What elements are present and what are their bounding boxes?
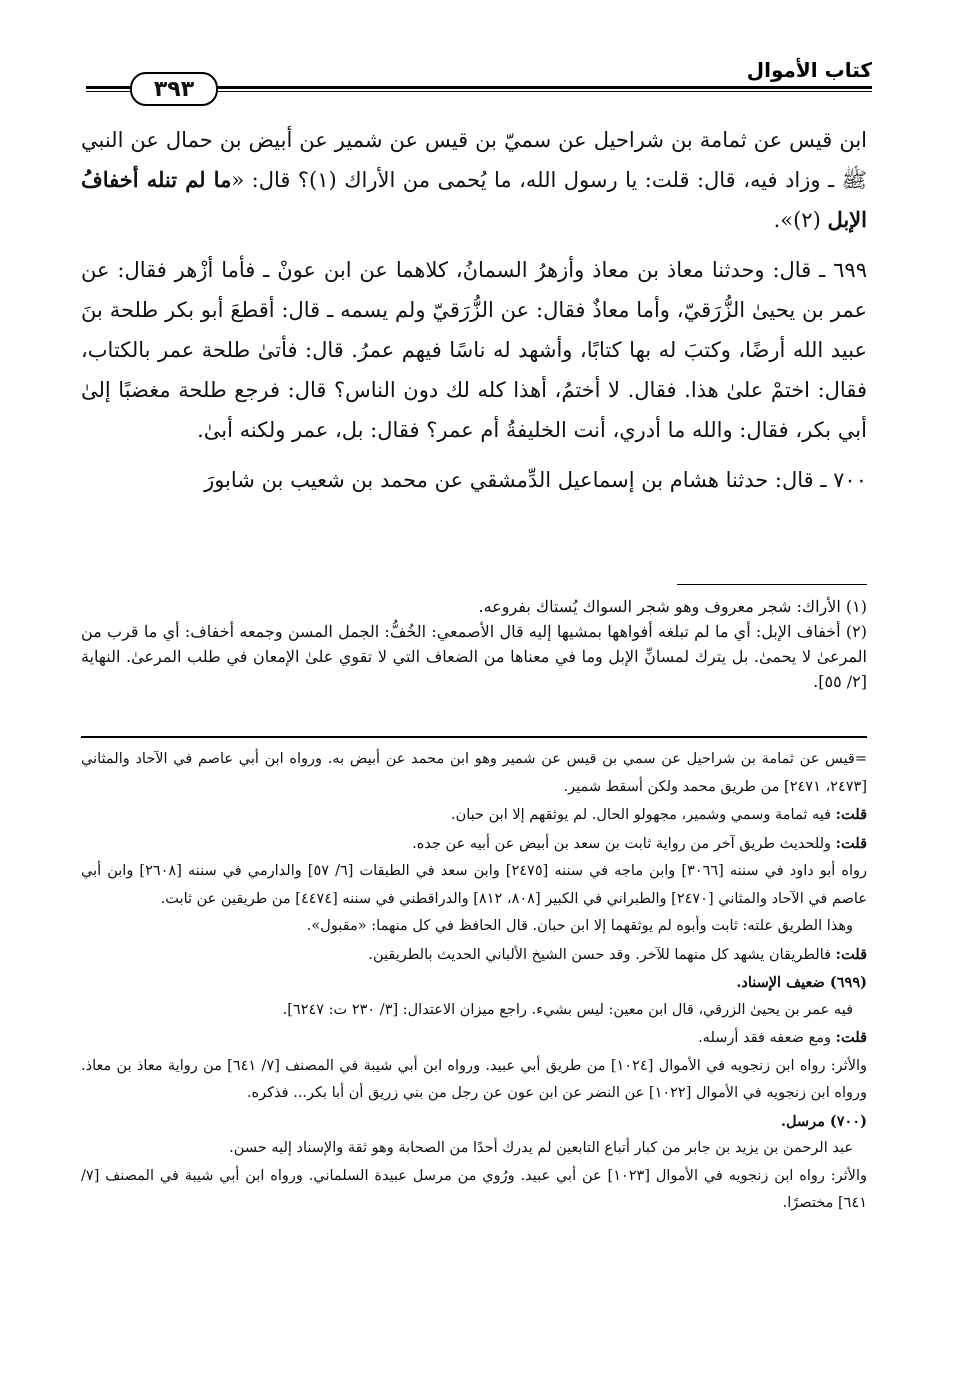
- paragraph-continuation: [81, 120, 867, 240]
- commentary-line: رواه أبو داود في سننه [٣٠٦٦] وابن ماجه في سننه [٢٤٧٥] وابن سعد في الطبقات [٦/ ٥٧] والدارمي في سننه [٢٦٠٨] وابن أبي عاصم في الآحاد والمثاني [٢٤٧٠] والطبراني في الكبير [٨٠٨، ٨١٢] والدراقطني في سننه [٤٤٧٤] من طريقين عن ثابت.: [81, 863, 868, 907]
- quoted-hadith: ما لم تنله أخفافُ الإبل: [81, 167, 867, 232]
- commentary-line: =قيس عن ثمامة بن شراحيل عن سمي بن قيس عن شمير وهو ابن محمد عن أبيض به. ورواه ابن أبي عاصم في الآحاد والمثاني [٢٤٧٣، ٢٤٧١] من طريق محمد ولكن أسقط شمير.: [81, 751, 867, 795]
- note-label: قلت:: [835, 834, 867, 852]
- commentary-line: فيه عمر بن يحيىٰ الزرقي، قال ابن معين: ليس بشيء. راجع ميزان الاعتدال: [٣/ ٢٣٠ ت: ٦٢٤٧].: [282, 1001, 853, 1018]
- page-number: ٣٩٣: [130, 72, 218, 106]
- commentary-note: [81, 801, 867, 830]
- commentary-note: [81, 941, 867, 970]
- commentary-note: [81, 830, 867, 859]
- paragraph-ending: (٢)».: [773, 208, 828, 232]
- footnotes: [81, 594, 867, 694]
- narration-700: ٧٠٠ ـ قال: حدثنا هشام بن إسماعيل الدِّمشقي عن محمد بن شعيب بن شابورَ: [204, 468, 867, 492]
- narration-699: ٦٩٩ ـ قال: وحدثنا معاذ بن معاذ وأزهرُ السمانُ، كلاهما عن ابن عونْ ـ فأما أزْهر فقال: عن عمر بن يحيىٰ الزُّرَقيّ، وأما معاذٌ فقال: عن الزُّرَقيّ ولم يسمه ـ قال: أقطعَ أبو بكر طلحة بنَ عبيد الله أرضًا، وكتبَ له بها كتابًا، وأشهد له ناسًا فيهم عمرُ. قال: فأتىٰ طلحة عمر بالكتاب، فقال: اختمْ علىٰ هذا. فقال. لا أختمُ، أهذا كله لك دون الناس؟ قال: فرجع طلحة مغضبًا إلىٰ أبي بكر، فقال: والله ما أدري، أنت الخليفةُ أم عمر؟ فقال: بل، عمر ولكنه أبىٰ.: [81, 258, 867, 442]
- commentary-line: عبد الرحمن بن يزيد بن جابر من كبار أتباع التابعين لم يدرك أحدًا من الصحابة وهو ثقة والإسناد إليه حسن.: [229, 1140, 853, 1156]
- commentary-line: وهذا الطريق علته: ثابت وأبوه لم يوثقهما إلا ابن حبان. قال الحافظ في كل منهما: «مقبول».: [306, 918, 853, 934]
- note-label: قلت:: [835, 945, 867, 963]
- commentary-note: [81, 1024, 867, 1053]
- note-text: وللحديث طريق آخر من رواية ثابت بن سعد بن أبيض عن أبيه عن جده.: [412, 835, 836, 852]
- footnote-divider: [677, 584, 867, 585]
- commentary-line: والأثر: رواه ابن زنجويه في الأموال [١٠٢٣] عن أبي عبيد. ورُوي من مرسل عبيدة السلماني. ورواه ابن أبي شيبة في المصنف [٧/ ٦٤١] مختصرًا.: [81, 1167, 867, 1211]
- note-text: ومع ضعفه فقد أرسله.: [698, 1030, 836, 1046]
- book-title: كتاب الأموال: [746, 58, 872, 82]
- page-header: [86, 58, 872, 108]
- grade-heading-699: (٦٩٩) ضعيف الإسناد.: [736, 974, 867, 991]
- commentary: [81, 746, 867, 1218]
- footnote-2: (٢) أخفاف الإبل: أي ما لم تبلغه أفواهها بمشيها إليه قال الأصمعي: الخُفُّ: الجمل المسن وجمعه أخفاف: أي ما قرب من المرعىٰ لا يحمىٰ. بل يترك لمسانِّ الإبل وما في معناها من الضعاف التي لا تقوي علىٰ الإمعان في طلب المرعىٰ. النهاية [٢/ ٥٥].: [81, 622, 867, 691]
- commentary-line: والأثر: رواه ابن زنجويه في الأموال [١٠٢٤] من طريق أبي عبيد. ورواه ابن أبي شيبة في المصنف [٧/ ٦٤١] من رواية معاذ بن معاذ. ورواه ابن زنجويه في الأموال [١٠٢٢] عن النضر عن ابن عون عن رجل من بني زريق أن أبا بكر... فذكره.: [81, 1057, 867, 1101]
- footnote-1: (١) الأراك: شجر معروف وهو شجر السواك يُستاك بفروعه.: [478, 597, 867, 616]
- commentary-divider: [81, 736, 867, 738]
- note-label: قلت:: [835, 806, 867, 823]
- note-text: فالطريقان يشهد كل منهما للآخر. وقد حسن الشيخ الألباني الحديث بالطريقين.: [368, 946, 836, 963]
- note-label: قلت:: [835, 1029, 867, 1046]
- note-text: فيه ثمامة وسمي وشمير، مجهولو الحال. لم يوثقهم إلا ابن حبان.: [451, 807, 836, 823]
- paragraph-text: ابن قيس عن ثمامة بن شراحيل عن سميّ بن قيس عن شمير عن أبيض بن حمال عن النبي ﷺ ـ وزاد فيه، قال: قلت: يا رسول الله، ما يُحمى من الأراك (١)؟ قال: «: [81, 128, 867, 192]
- grade-heading-700: (٧٠٠) مرسل.: [780, 1112, 867, 1130]
- main-text: [81, 120, 867, 510]
